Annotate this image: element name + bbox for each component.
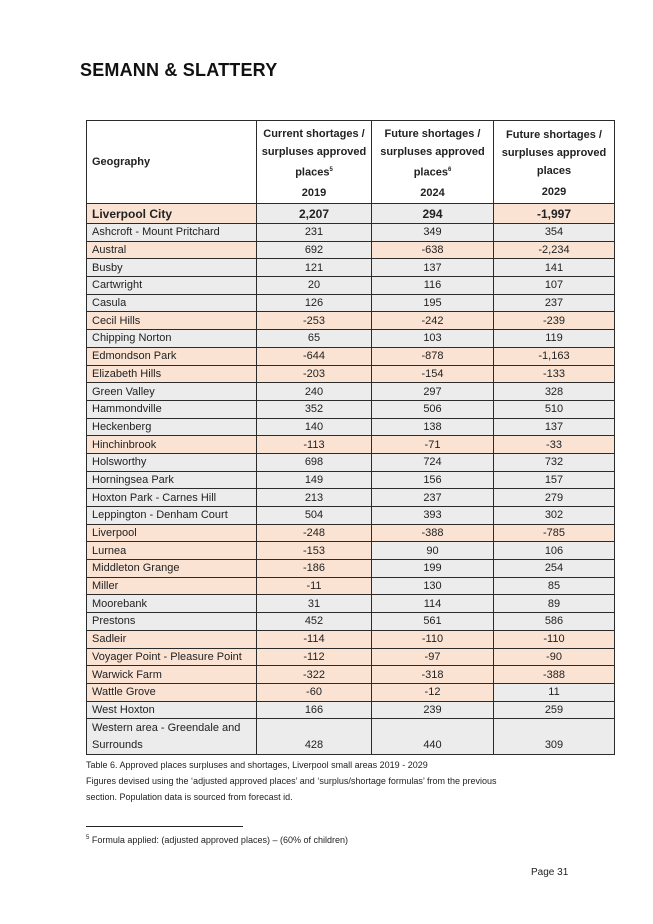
total-2029: -1,997 xyxy=(494,204,615,224)
row-geography: Edmondson Park xyxy=(87,347,257,365)
total-2019: 2,207 xyxy=(257,204,372,224)
table-row xyxy=(87,595,615,613)
table-row xyxy=(87,453,615,471)
row-value-2029: 354 xyxy=(494,224,615,242)
row-value-2019: 140 xyxy=(257,418,372,436)
row-value-2019: -644 xyxy=(257,347,372,365)
table-row xyxy=(87,400,615,418)
total-name: Liverpool City xyxy=(87,204,257,224)
row-geography: Hoxton Park - Carnes Hill xyxy=(87,489,257,507)
table-row xyxy=(87,560,615,578)
row-value-2019: -113 xyxy=(257,436,372,454)
row-value-2024: 195 xyxy=(372,294,494,312)
row-value-2019: -11 xyxy=(257,577,372,595)
row-value-2024: 90 xyxy=(372,542,494,560)
row-value-2019: 31 xyxy=(257,595,372,613)
row-value-2024: 561 xyxy=(372,613,494,631)
row-value-2019: -248 xyxy=(257,524,372,542)
row-value-2024: -12 xyxy=(372,683,494,701)
row-value-2029: 732 xyxy=(494,453,615,471)
row-value-2029: 279 xyxy=(494,489,615,507)
row-value-2029: 106 xyxy=(494,542,615,560)
row-value-2029: 302 xyxy=(494,507,615,525)
row-value-2019: -186 xyxy=(257,560,372,578)
row-value-2019: 698 xyxy=(257,453,372,471)
row-geography: Cartwright xyxy=(87,277,257,295)
row-geography: Sadleir xyxy=(87,630,257,648)
row-value-2029: 586 xyxy=(494,613,615,631)
row-value-2019: -203 xyxy=(257,365,372,383)
table-row xyxy=(87,418,615,436)
row-value-2024: 199 xyxy=(372,560,494,578)
row-value-2024: 349 xyxy=(372,224,494,242)
row-value-2029: -239 xyxy=(494,312,615,330)
row-value-2019: 65 xyxy=(257,330,372,348)
table-row xyxy=(87,666,615,684)
row-value-2019: -112 xyxy=(257,648,372,666)
row-value-2024: 440 xyxy=(372,719,494,755)
row-value-2029: 119 xyxy=(494,330,615,348)
row-value-2024: 724 xyxy=(372,453,494,471)
row-value-2024: -388 xyxy=(372,524,494,542)
row-geography: Voyager Point - Pleasure Point xyxy=(87,648,257,666)
row-geography: Leppington - Denham Court xyxy=(87,507,257,525)
row-value-2029: -1,163 xyxy=(494,347,615,365)
table-row xyxy=(87,294,615,312)
row-value-2029: -33 xyxy=(494,436,615,454)
row-value-2024: 130 xyxy=(372,577,494,595)
table-row xyxy=(87,542,615,560)
row-value-2019: 352 xyxy=(257,400,372,418)
table-row xyxy=(87,330,615,348)
caption-line-2: Figures devised using the ‘adjusted approved places’ and ‘surplus/shortage formulas’ from the previous xyxy=(86,776,497,786)
row-value-2024: -71 xyxy=(372,436,494,454)
row-geography: West Hoxton xyxy=(87,701,257,719)
row-value-2029: 141 xyxy=(494,259,615,277)
row-value-2029: 107 xyxy=(494,277,615,295)
footnote-divider xyxy=(86,826,243,827)
row-value-2024: 116 xyxy=(372,277,494,295)
total-2024: 294 xyxy=(372,204,494,224)
table-row xyxy=(87,347,615,365)
table-row xyxy=(87,630,615,648)
table-row xyxy=(87,613,615,631)
row-geography: Miller xyxy=(87,577,257,595)
table-row xyxy=(87,471,615,489)
row-value-2024: 103 xyxy=(372,330,494,348)
row-geography: Moorebank xyxy=(87,595,257,613)
row-value-2029: -133 xyxy=(494,365,615,383)
row-value-2024: 297 xyxy=(372,383,494,401)
row-geography: Horningsea Park xyxy=(87,471,257,489)
header-2024: Future shortages / surpluses approved places$^6$ 2024 xyxy=(372,121,494,204)
row-value-2029: -388 xyxy=(494,666,615,684)
row-value-2029: 89 xyxy=(494,595,615,613)
row-geography: Liverpool xyxy=(87,524,257,542)
row-value-2019: 240 xyxy=(257,383,372,401)
row-value-2024: -878 xyxy=(372,347,494,365)
row-value-2019: 121 xyxy=(257,259,372,277)
table-row xyxy=(87,507,615,525)
row-value-2019: 428 xyxy=(257,719,372,755)
table-row xyxy=(87,701,615,719)
row-geography: Prestons xyxy=(87,613,257,631)
table-caption xyxy=(86,757,586,805)
row-value-2029: 254 xyxy=(494,560,615,578)
row-geography: Warwick Farm xyxy=(87,666,257,684)
row-value-2024: -318 xyxy=(372,666,494,684)
row-value-2024: 114 xyxy=(372,595,494,613)
table-row xyxy=(87,277,615,295)
row-value-2019: 20 xyxy=(257,277,372,295)
table-row xyxy=(87,383,615,401)
row-geography: Ashcroft - Mount Pritchard xyxy=(87,224,257,242)
row-geography: Busby xyxy=(87,259,257,277)
table-row xyxy=(87,365,615,383)
row-value-2029: 328 xyxy=(494,383,615,401)
caption-line-3: section. Population data is sourced from forecast id. xyxy=(86,792,293,802)
table-row xyxy=(87,436,615,454)
row-value-2029: -110 xyxy=(494,630,615,648)
table-body xyxy=(87,204,615,755)
row-value-2024: 138 xyxy=(372,418,494,436)
footnote: $^5$ Formula applied: (adjusted approved places) – (60% of children) xyxy=(86,835,348,845)
row-value-2019: 126 xyxy=(257,294,372,312)
header-2019: Current shortages / surpluses approved places$^5$ 2019 xyxy=(257,121,372,204)
row-value-2024: -154 xyxy=(372,365,494,383)
row-geography: Heckenberg xyxy=(87,418,257,436)
row-value-2019: -322 xyxy=(257,666,372,684)
row-value-2024: 156 xyxy=(372,471,494,489)
caption-line-1: Table 6. Approved places surpluses and shortages, Liverpool small areas 2019 - 2029 xyxy=(86,760,428,770)
row-geography: Austral xyxy=(87,241,257,259)
page-number: Page 31 xyxy=(531,867,569,878)
row-value-2029: 510 xyxy=(494,400,615,418)
row-geography: Middleton Grange xyxy=(87,560,257,578)
row-geography: Casula xyxy=(87,294,257,312)
places-table xyxy=(86,120,615,755)
row-value-2024: 393 xyxy=(372,507,494,525)
row-value-2024: 237 xyxy=(372,489,494,507)
row-value-2029: -785 xyxy=(494,524,615,542)
row-value-2024: -97 xyxy=(372,648,494,666)
row-value-2029: 85 xyxy=(494,577,615,595)
header-geography: Geography xyxy=(87,121,257,204)
row-geography: Wattle Grove xyxy=(87,683,257,701)
row-geography: Chipping Norton xyxy=(87,330,257,348)
row-value-2029: 137 xyxy=(494,418,615,436)
table-row xyxy=(87,312,615,330)
row-value-2029: 11 xyxy=(494,683,615,701)
row-value-2019: -114 xyxy=(257,630,372,648)
row-value-2029: 157 xyxy=(494,471,615,489)
row-value-2019: 504 xyxy=(257,507,372,525)
table-header-row xyxy=(87,121,615,204)
row-value-2019: 452 xyxy=(257,613,372,631)
row-value-2029: -90 xyxy=(494,648,615,666)
row-value-2019: -60 xyxy=(257,683,372,701)
row-value-2019: 692 xyxy=(257,241,372,259)
row-geography: Lurnea xyxy=(87,542,257,560)
total-row xyxy=(87,204,615,224)
table-row xyxy=(87,224,615,242)
table-row xyxy=(87,489,615,507)
row-value-2029: 237 xyxy=(494,294,615,312)
row-value-2024: 239 xyxy=(372,701,494,719)
row-value-2019: 213 xyxy=(257,489,372,507)
row-geography: Hammondville xyxy=(87,400,257,418)
row-value-2024: -242 xyxy=(372,312,494,330)
table-row xyxy=(87,241,615,259)
row-geography: Holsworthy xyxy=(87,453,257,471)
table-row xyxy=(87,719,615,755)
row-geography: Hinchinbrook xyxy=(87,436,257,454)
row-value-2019: 166 xyxy=(257,701,372,719)
row-geography: Green Valley xyxy=(87,383,257,401)
row-value-2029: -2,234 xyxy=(494,241,615,259)
row-geography: Western area - Greendale and Surrounds xyxy=(87,719,257,755)
header-2029: Future shortages / surpluses approved places 2029 xyxy=(494,121,615,204)
row-value-2029: 309 xyxy=(494,719,615,755)
row-value-2024: 506 xyxy=(372,400,494,418)
row-value-2024: -638 xyxy=(372,241,494,259)
table-row xyxy=(87,524,615,542)
table-row xyxy=(87,259,615,277)
row-value-2019: 231 xyxy=(257,224,372,242)
row-value-2029: 259 xyxy=(494,701,615,719)
table-row xyxy=(87,648,615,666)
row-value-2024: 137 xyxy=(372,259,494,277)
row-value-2019: -153 xyxy=(257,542,372,560)
row-value-2024: -110 xyxy=(372,630,494,648)
row-value-2019: -253 xyxy=(257,312,372,330)
row-geography: Cecil Hills xyxy=(87,312,257,330)
company-logo: SEMANN & SLATTERY xyxy=(80,60,278,80)
row-value-2019: 149 xyxy=(257,471,372,489)
row-geography: Elizabeth Hills xyxy=(87,365,257,383)
table-row xyxy=(87,577,615,595)
table-row xyxy=(87,683,615,701)
